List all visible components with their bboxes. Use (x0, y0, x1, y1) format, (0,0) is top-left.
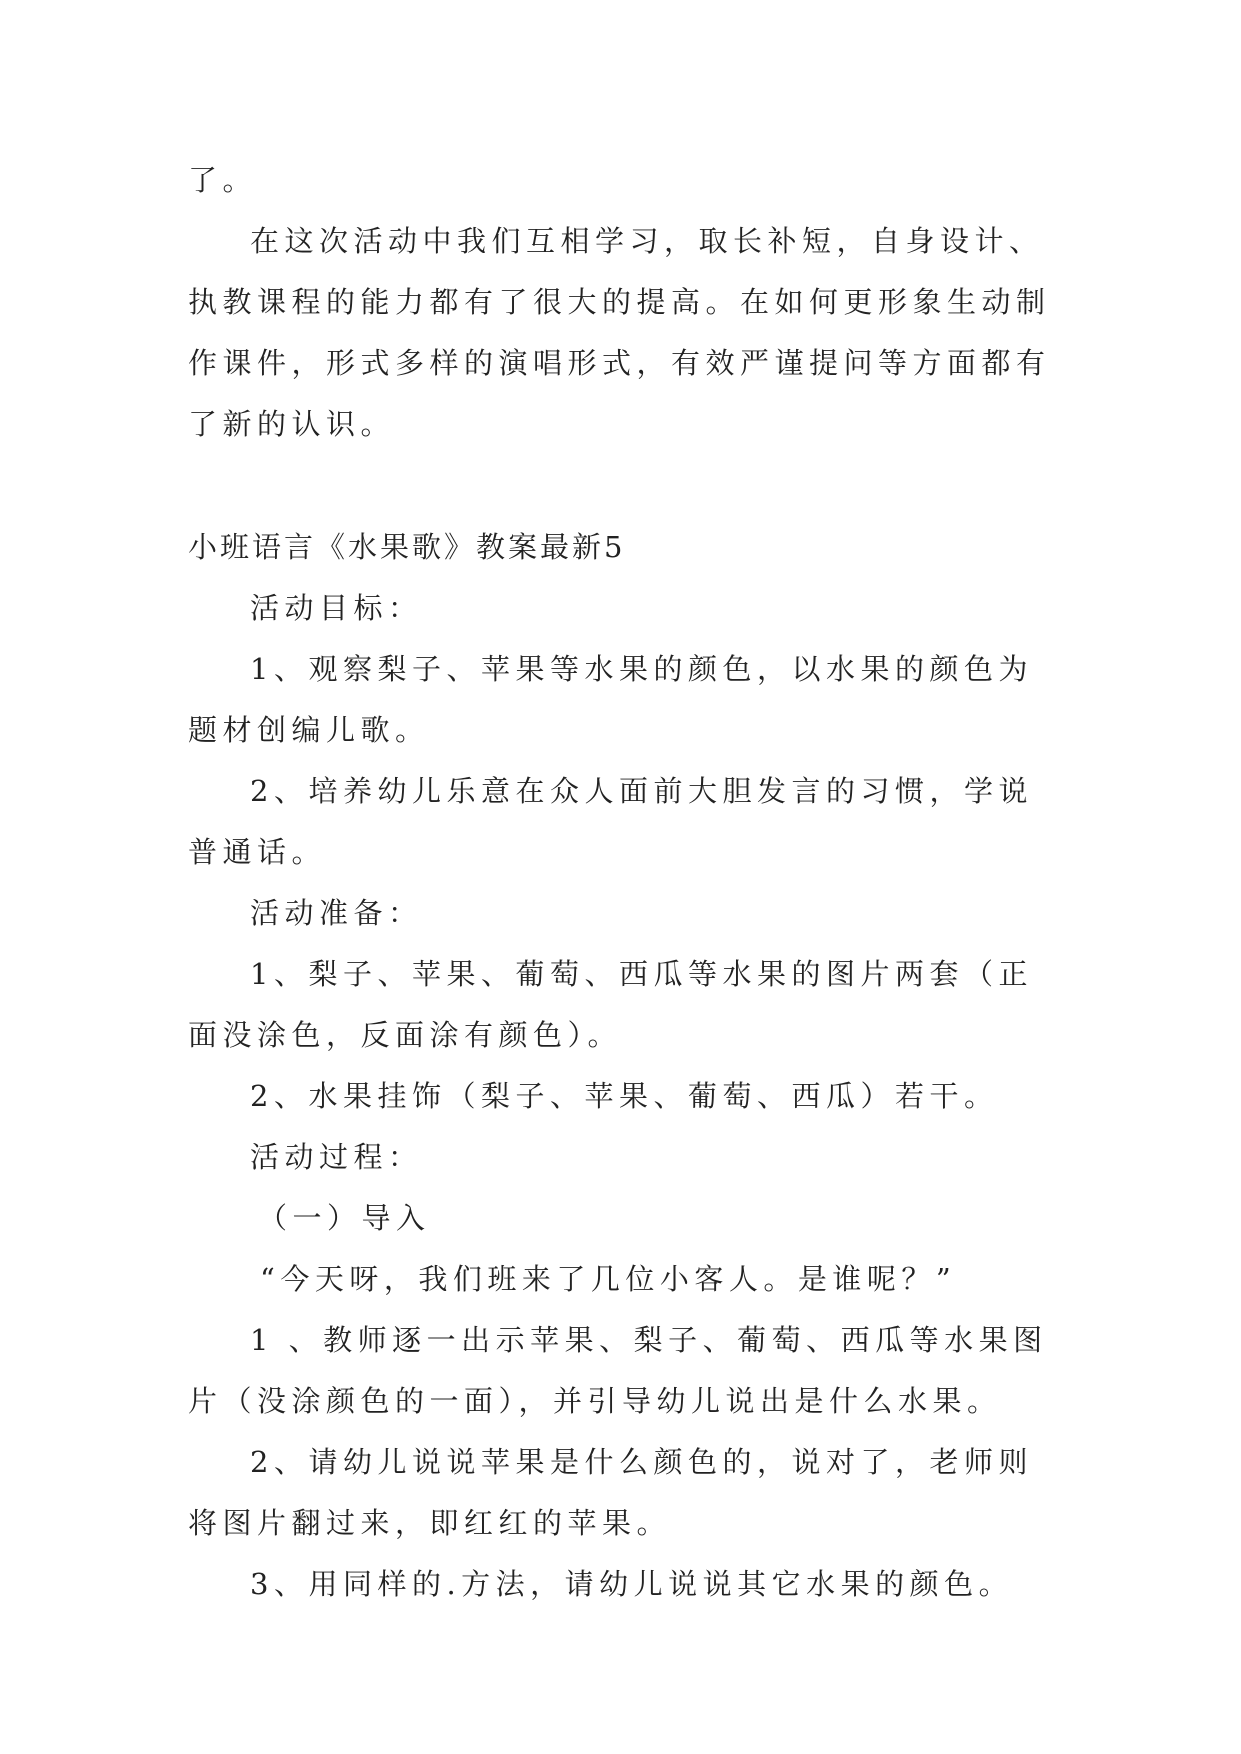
intro-quote: “今天呀，我们班来了几位小客人。是谁呢？” (260, 1262, 957, 1296)
process-step-1: 1 、教师逐一出示苹果、梨子、葡萄、西瓜等水果图片（没涂颜色的一面），并引导幼儿说出是什么水果。 (188, 1323, 1048, 1418)
section-title: 小班语言《水果歌》教案最新5 (188, 530, 626, 564)
goal-item-2: 2、培养幼儿乐意在众人面前大胆发言的习惯，学说普通话。 (188, 774, 1033, 869)
paragraph-reflection: 在这次活动中我们互相学习，取长补短，自身设计、执教课程的能力都有了很大的提高。在如何更形象生动制作课件，形式多样的演唱形式，有效严谨提问等方面都有了新的认识。 (188, 224, 1051, 441)
process-heading: 活动过程： (250, 1140, 423, 1174)
process-step-2: 2、请幼儿说说苹果是什么颜色的，说对了，老师则将图片翻过来，即红红的苹果。 (188, 1445, 1033, 1540)
process-step-3: 3、用同样的.方法，请幼儿说说其它水果的颜色。 (250, 1567, 1014, 1601)
goal-item-1: 1、观察梨子、苹果等水果的颜色，以水果的颜色为题材创编儿歌。 (188, 652, 1033, 747)
prep-heading: 活动准备： (250, 896, 423, 930)
prep-item-1: 1、梨子、苹果、葡萄、西瓜等水果的图片两套（正面没涂色，反面涂有颜色）。 (188, 957, 1033, 1052)
paragraph-continuation: 了。 (188, 163, 258, 197)
section-gap (188, 455, 1058, 517)
process-subheading: （一）导入 (258, 1201, 431, 1235)
document-body (188, 150, 1058, 1615)
goal-heading: 活动目标： (250, 591, 423, 625)
prep-item-2: 2、水果挂饰（梨子、苹果、葡萄、西瓜）若干。 (250, 1079, 999, 1113)
